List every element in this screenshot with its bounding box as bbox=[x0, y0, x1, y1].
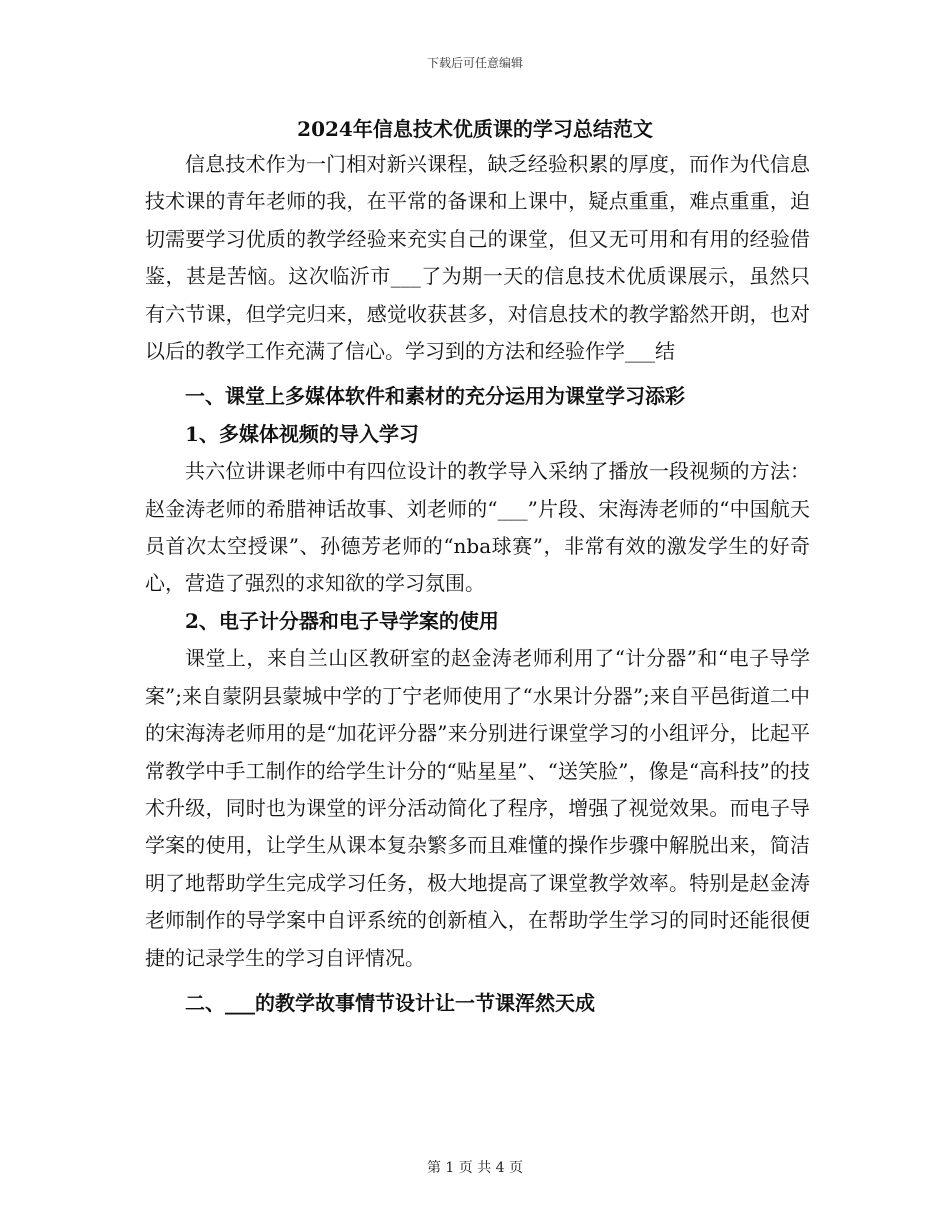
page-header-note: 下载后可任意编辑 bbox=[426, 56, 523, 70]
document-title: 2024年信息技术优质课的学习总结范文 bbox=[297, 117, 653, 141]
subsection-heading-2: 2、电子计分器和电子导学案的使用 bbox=[185, 608, 499, 633]
section-heading-1: 一、课堂上多媒体软件和素材的充分运用为课堂学习添彩 bbox=[185, 384, 685, 409]
subsection-heading-1: 1、多媒体视频的导入学习 bbox=[185, 421, 419, 446]
subsection-paragraph-1: 共六位讲课老师中有四位设计的教学导入采纳了播放一段视频的方法：赵金涛老师的希腊神话故事、刘老师的“___”片段、宋海涛老师的“中国航天员首次太空授课”、孙德芳老师的“nba球赛”，非常有效的激发学生的好奇心，营造了强烈的求知欲的学习氛围。 bbox=[145, 459, 810, 596]
page-number: 第 1 页 共 4 页 bbox=[426, 1160, 524, 1176]
document-body bbox=[145, 146, 810, 1022]
section-heading-2: 二、___的教学故事情节设计让一节课浑然天成 bbox=[185, 990, 595, 1015]
intro-paragraph: 信息技术作为一门相对新兴课程，缺乏经验积累的厚度，而作为代信息技术课的青年老师的我，在平常的备课和上课中，疑点重重，难点重重，迫切需要学习优质的教学经验来充实自己的课堂，但又无可用和有用的经验借鉴，甚是苦恼。这次临沂市___了为期一天的信息技术优质课展示，虽然只有六节课，但学完归来，感觉收获甚多，对信息技术的教学豁然开朗，也对以后的教学工作充满了信心。学习到的方法和经验作学___结 bbox=[145, 152, 810, 364]
subsection-paragraph-2: 课堂上，来自兰山区教研室的赵金涛老师利用了“计分器”和“电子导学案”;来自蒙阴县蒙城中学的丁宁老师使用了“水果计分器”;来自平邑街道二中的宋海涛老师用的是“加花评分器”来分别进行课堂学习的小组评分，比起平常教学中手工制作的给学生计分的“贴星星”、“送笑脸”，像是“高科技”的技术升级，同时也为课堂的评分活动简化了程序，增强了视觉效果。而电子导学案的使用，让学生从课本复杂繁多而且难懂的操作步骤中解脱出来，简洁明了地帮助学生完成学习任务，极大地提高了课堂教学效率。特别是赵金涛老师制作的导学案中自评系统的创新植入，在帮助学生学习的同时还能很便捷的记录学生的学习自评情况。 bbox=[145, 646, 810, 970]
